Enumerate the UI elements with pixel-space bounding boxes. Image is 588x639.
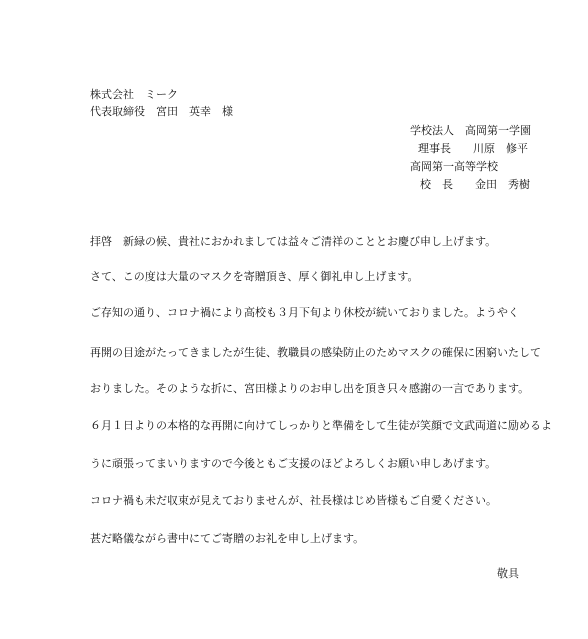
body-line: ６月１日よりの本格的な再開に向けてしっかりと準備をして生徒が笑顔で文武両道に励めるよ <box>90 419 552 432</box>
sender-chairman: 理事長 川原 修平 <box>418 142 528 155</box>
closing-word: 敬具 <box>497 567 519 580</box>
recipient-company: 株式会社 ミーク <box>90 88 178 101</box>
body-line: さて、この度は大量のマスクを寄贈頂き、厚く御礼申し上げます。 <box>90 270 419 283</box>
sender-corporation: 学校法人 高岡第一学園 <box>410 124 531 137</box>
sender-school: 高岡第一高等学校 <box>410 160 498 173</box>
sender-principal: 校 長 金田 秀樹 <box>420 178 530 191</box>
body-line: 拝啓 新緑の候、貴社におかれましては益々ご清祥のこととお慶び申し上げます。 <box>90 235 497 248</box>
body-line: おりました。そのような折に、宮田様よりのお申し出を頂き只々感謝の一言であります。 <box>90 382 530 395</box>
body-line: 再開の目途がたってきましたが生徒、教職員の感染防止のためマスクの確保に困窮いたして <box>90 346 541 359</box>
recipient-person: 代表取締役 宮田 英幸 様 <box>90 105 233 118</box>
body-line: ご存知の通り、コロナ禍により高校も３月下旬より休校が続いておりました。ようやく <box>90 306 519 319</box>
body-line: 甚だ略儀ながら書中にてご寄贈のお礼を申し上げます。 <box>90 532 365 545</box>
body-line: うに頑張ってまいりますので今後ともご支援のほどよろしくお願い申しあげます。 <box>90 457 497 470</box>
body-line: コロナ禍も未だ収束が見えておりませんが、社長様はじめ皆様もご自愛ください。 <box>90 494 497 507</box>
